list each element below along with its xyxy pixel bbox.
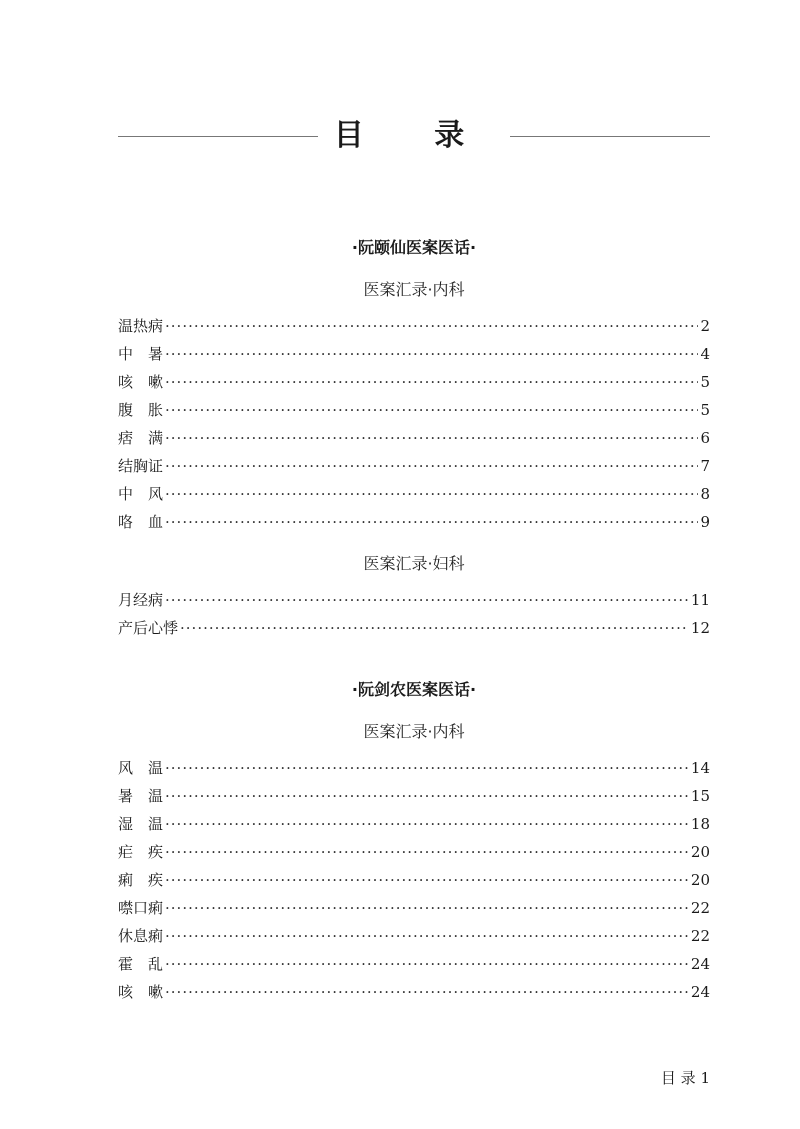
toc-entry-page: 20	[690, 871, 710, 889]
toc-entry[interactable]	[118, 894, 710, 922]
toc-entry-page: 12	[690, 619, 710, 637]
toc-entry-page: 11	[690, 591, 710, 609]
toc-entry-label: 咳 嗽	[118, 373, 164, 391]
toc-entry[interactable]	[118, 508, 710, 536]
toc-entry[interactable]	[118, 754, 710, 782]
toc-entry-label: 结胸证	[118, 457, 164, 475]
toc-entry-page: 9	[700, 513, 710, 531]
dot-leader	[165, 508, 698, 536]
part-title: ·阮颐仙医案医话·	[351, 238, 477, 257]
dot-leader	[165, 396, 698, 424]
toc-entry-page: 4	[700, 345, 710, 363]
toc-content	[118, 228, 710, 1006]
toc-entry-page: 8	[700, 485, 710, 503]
part-title: ·阮剑农医案医话·	[351, 680, 477, 699]
toc-entry[interactable]	[118, 452, 710, 480]
toc-entry-page: 24	[690, 983, 710, 1001]
toc-entry[interactable]	[118, 978, 710, 1006]
page-footer: 目 录 1	[660, 1069, 710, 1087]
toc-entry-page: 14	[690, 759, 710, 777]
dot-leader	[165, 480, 698, 508]
toc-entry[interactable]	[118, 340, 710, 368]
toc-entry[interactable]	[118, 396, 710, 424]
dot-leader	[165, 312, 698, 340]
toc-entry-label: 暑 温	[118, 787, 164, 805]
toc-entry[interactable]	[118, 866, 710, 894]
subsection-title: 医案汇录·妇科	[363, 554, 465, 573]
toc-entry-page: 22	[690, 927, 710, 945]
toc-entry-label: 咳 嗽	[118, 983, 164, 1001]
toc-entry-page: 7	[700, 457, 710, 475]
toc-entry-page: 20	[690, 843, 710, 861]
toc-entry-label: 疟 疾	[118, 843, 164, 861]
toc-entry-label: 月经病	[118, 591, 164, 609]
dot-leader	[165, 452, 698, 480]
toc-entry-label: 中 风	[118, 485, 164, 503]
toc-entry[interactable]	[118, 312, 710, 340]
toc-entry-page: 15	[690, 787, 710, 805]
toc-entry-page: 18	[690, 815, 710, 833]
toc-entry[interactable]	[118, 424, 710, 452]
toc-entry[interactable]	[118, 368, 710, 396]
dot-leader	[165, 754, 689, 782]
toc-header	[118, 116, 710, 156]
toc-entry[interactable]	[118, 480, 710, 508]
toc-entry-label: 中 暑	[118, 345, 164, 363]
dot-leader	[165, 894, 689, 922]
toc-entry-page: 22	[690, 899, 710, 917]
dot-leader	[165, 340, 698, 368]
subsection-title: 医案汇录·内科	[363, 280, 465, 299]
dot-leader	[165, 838, 689, 866]
dot-leader	[165, 922, 689, 950]
dot-leader	[180, 614, 689, 642]
toc-entry[interactable]	[118, 838, 710, 866]
toc-entry-label: 产后心悸	[118, 619, 179, 637]
toc-entry-label: 痞 满	[118, 429, 164, 447]
toc-entry[interactable]	[118, 586, 710, 614]
dot-leader	[165, 586, 689, 614]
toc-entry-page: 2	[700, 317, 710, 335]
toc-entry-label: 咯 血	[118, 513, 164, 531]
dot-leader	[165, 424, 698, 452]
dot-leader	[165, 368, 698, 396]
toc-entry-label: 腹 胀	[118, 401, 164, 419]
toc-entry-label: 休息痢	[118, 927, 164, 945]
toc-entry-page: 5	[700, 401, 710, 419]
subsection-title: 医案汇录·内科	[363, 722, 465, 741]
toc-entry-page: 24	[690, 955, 710, 973]
toc-entry-label: 风 温	[118, 759, 164, 777]
dot-leader	[165, 978, 689, 1006]
dot-leader	[165, 950, 689, 978]
toc-entry-label: 霍 乱	[118, 955, 164, 973]
toc-entry[interactable]	[118, 614, 710, 642]
header-rule-right	[510, 136, 710, 137]
toc-entry-label: 温热病	[118, 317, 164, 335]
page-title: 目 录	[333, 118, 495, 153]
dot-leader	[165, 866, 689, 894]
toc-entry-page: 6	[700, 429, 710, 447]
toc-entry-page: 5	[700, 373, 710, 391]
toc-entry-label: 噤口痢	[118, 899, 164, 917]
header-rule-left	[118, 136, 318, 137]
toc-entry[interactable]	[118, 950, 710, 978]
dot-leader	[165, 782, 689, 810]
dot-leader	[165, 810, 689, 838]
toc-entry[interactable]	[118, 922, 710, 950]
toc-entry-label: 痢 疾	[118, 871, 164, 889]
toc-entry-label: 湿 温	[118, 815, 164, 833]
toc-entry[interactable]	[118, 810, 710, 838]
toc-entry[interactable]	[118, 782, 710, 810]
